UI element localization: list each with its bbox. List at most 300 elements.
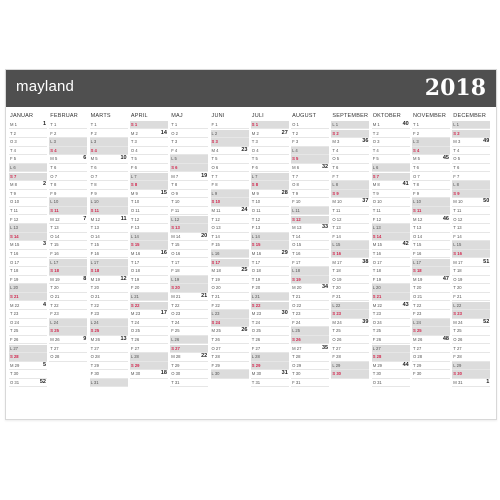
day-label: L 13 <box>372 225 381 231</box>
week-number: 15 <box>160 189 167 196</box>
day-label: O 26 <box>332 337 342 342</box>
day-cell <box>90 250 128 258</box>
day-cell <box>291 130 329 138</box>
day-cell <box>130 198 168 206</box>
day-label: L 17 <box>413 259 421 265</box>
day-label: L 3 <box>413 139 419 145</box>
day-label: T 1 <box>50 122 57 127</box>
day-cell <box>372 155 410 163</box>
day-cell <box>452 233 490 241</box>
day-label: T 27 <box>90 345 99 351</box>
day-cell <box>291 276 329 284</box>
day-cell <box>291 353 329 361</box>
day-cell <box>291 250 329 258</box>
day-label: M 10 <box>453 199 463 205</box>
month-name: SEPTEMBER <box>332 113 369 119</box>
day-cell <box>170 224 208 232</box>
day-label: M 19 <box>50 276 60 282</box>
day-label: T 4 <box>332 147 339 153</box>
day-cell <box>211 155 249 163</box>
week-number: 13 <box>120 336 127 342</box>
day-cell <box>291 207 329 215</box>
day-cell <box>211 181 249 189</box>
day-cell <box>291 155 329 163</box>
day-cell <box>331 370 369 378</box>
day-cell <box>9 241 47 249</box>
day-label: O 6 <box>211 165 219 170</box>
day-cell <box>452 319 490 327</box>
day-cell <box>452 370 490 378</box>
day-cell <box>452 345 490 353</box>
day-label: L 31 <box>90 380 99 385</box>
day-label: L 22 <box>332 302 341 308</box>
day-label: M 23 <box>251 311 262 317</box>
day-label: T 16 <box>372 251 381 256</box>
day-cell <box>452 276 490 284</box>
day-cell <box>251 147 289 155</box>
day-cell <box>90 345 128 353</box>
day-cell <box>412 207 450 215</box>
day-cell <box>90 155 128 163</box>
day-cell <box>331 198 369 206</box>
day-label: L 1 <box>332 122 339 127</box>
day-label: S 8 <box>251 182 259 188</box>
day-label: F 22 <box>211 302 220 308</box>
day-cell <box>130 207 168 215</box>
day-label: F 1 <box>211 122 218 127</box>
day-cell <box>170 370 208 378</box>
day-label: O 10 <box>10 199 20 205</box>
day-label: O 13 <box>211 225 221 231</box>
day-cell <box>170 164 208 172</box>
day-cell <box>90 121 128 129</box>
day-label: S 21 <box>372 294 382 299</box>
day-cell <box>49 224 87 232</box>
day-cell <box>90 276 128 284</box>
day-label: F 17 <box>292 259 301 265</box>
day-label: T 1 <box>90 122 97 127</box>
day-cell <box>49 241 87 249</box>
day-label: O 9 <box>171 190 178 196</box>
day-cell <box>251 233 289 241</box>
day-label: L 7 <box>130 173 137 179</box>
day-label: O 18 <box>130 268 140 274</box>
day-label: F 23 <box>50 311 59 317</box>
day-label: F 7 <box>332 173 339 179</box>
day-label: M 26 <box>413 337 423 342</box>
week-number: 4 <box>42 301 46 308</box>
day-cell <box>211 327 249 335</box>
day-cell <box>170 241 208 249</box>
day-cell <box>412 147 450 155</box>
day-cell <box>170 336 208 344</box>
day-label: L 28 <box>130 354 139 360</box>
day-cell <box>251 370 289 378</box>
day-label: M 12 <box>90 216 100 222</box>
day-label: O 24 <box>372 319 382 325</box>
week-number: 26 <box>241 327 248 334</box>
day-label: S 24 <box>211 319 221 325</box>
day-cell <box>170 173 208 181</box>
day-cell <box>9 370 47 378</box>
day-cell <box>331 362 369 370</box>
day-cell <box>372 370 410 378</box>
day-cell <box>130 190 168 198</box>
day-cell <box>49 138 87 146</box>
day-cell <box>211 121 249 129</box>
day-label: M 17 <box>453 259 463 265</box>
day-label: T 29 <box>90 362 99 368</box>
day-label: T 1 <box>171 122 178 127</box>
day-cell <box>251 130 289 138</box>
day-label: O 21 <box>413 294 423 299</box>
week-number: 28 <box>281 189 288 196</box>
day-label: O 17 <box>10 259 20 265</box>
day-cell <box>452 164 490 172</box>
day-cell <box>331 173 369 181</box>
day-cell <box>372 198 410 206</box>
day-label: T 8 <box>413 182 419 188</box>
day-label: L 5 <box>171 156 177 162</box>
day-label: M 19 <box>90 276 100 282</box>
day-label: F 16 <box>90 251 99 256</box>
day-cell <box>90 353 128 361</box>
month-name: NOVEMBER <box>413 113 447 119</box>
day-cell <box>251 241 289 249</box>
day-cell <box>90 241 128 249</box>
month-column-oktober <box>372 113 412 415</box>
day-label: T 27 <box>332 345 341 351</box>
day-label: S 23 <box>332 311 342 317</box>
day-cell <box>130 345 168 353</box>
day-cell <box>291 336 329 344</box>
day-label: S 25 <box>90 328 100 334</box>
day-cell <box>211 147 249 155</box>
day-cell <box>9 379 47 387</box>
day-cell <box>170 147 208 155</box>
day-cell <box>251 362 289 370</box>
day-label: O 28 <box>50 354 60 360</box>
day-label: S 28 <box>372 354 382 360</box>
day-label: O 7 <box>90 173 98 179</box>
day-label: T 23 <box>372 311 381 317</box>
day-label: S 16 <box>332 251 342 256</box>
day-label: T 22 <box>413 302 422 308</box>
day-label: T 13 <box>413 225 422 231</box>
day-label: T 18 <box>453 268 462 274</box>
day-cell <box>331 130 369 138</box>
day-cell <box>452 362 490 370</box>
day-label: F 31 <box>292 380 301 385</box>
day-label: T 6 <box>332 165 339 170</box>
day-label: T 17 <box>251 259 261 265</box>
day-cell <box>9 181 47 189</box>
day-cell <box>170 302 208 310</box>
day-cell <box>251 310 289 318</box>
day-label: M 21 <box>171 294 181 299</box>
day-cell <box>49 345 87 353</box>
day-cell <box>331 155 369 163</box>
day-label: M 19 <box>413 276 423 282</box>
day-label: F 23 <box>90 311 99 317</box>
day-cell <box>170 121 208 129</box>
day-cell <box>331 345 369 353</box>
day-cell <box>90 293 128 301</box>
week-number: 38 <box>362 258 369 265</box>
day-cell <box>372 121 410 129</box>
day-cell <box>170 233 208 241</box>
day-label: S 1 <box>130 122 138 127</box>
day-cell <box>291 293 329 301</box>
day-label: T 30 <box>292 371 301 377</box>
month-column-marts <box>90 113 130 415</box>
day-cell <box>372 302 410 310</box>
day-label: S 15 <box>130 242 140 248</box>
day-cell <box>452 121 490 129</box>
day-cell <box>452 302 490 310</box>
day-cell <box>291 173 329 181</box>
day-label: F 8 <box>211 182 218 188</box>
day-cell <box>211 362 249 370</box>
day-label: T 6 <box>413 165 419 170</box>
week-number: 31 <box>281 370 288 377</box>
day-label: O 24 <box>10 319 20 325</box>
day-label: T 19 <box>211 276 220 282</box>
day-label: O 28 <box>413 354 423 360</box>
day-cell <box>49 259 87 267</box>
day-label: F 16 <box>413 251 422 256</box>
day-cell <box>291 362 329 370</box>
day-label: F 9 <box>413 190 420 196</box>
week-number: 22 <box>201 353 208 360</box>
day-cell <box>90 198 128 206</box>
day-label: T 21 <box>292 294 301 299</box>
day-label: S 29 <box>130 362 140 368</box>
day-label: S 25 <box>50 328 59 334</box>
day-label: O 14 <box>413 233 423 239</box>
day-label: T 2 <box>292 130 299 136</box>
day-cell <box>90 181 128 189</box>
day-cell <box>211 370 249 378</box>
day-cell <box>412 250 450 258</box>
day-label: O 28 <box>90 354 100 360</box>
day-cell <box>452 207 490 215</box>
day-label: T 6 <box>453 165 460 170</box>
day-label: F 7 <box>453 173 460 179</box>
day-cell <box>372 327 410 335</box>
day-label: T 27 <box>50 345 59 351</box>
week-number: 52 <box>483 318 490 325</box>
day-label: S 21 <box>10 294 19 299</box>
month-column-december <box>452 113 492 415</box>
day-label: M 23 <box>130 311 141 317</box>
day-cell <box>90 302 128 310</box>
day-cell <box>211 190 249 198</box>
day-cell <box>452 327 490 335</box>
day-cell <box>170 181 208 189</box>
week-number: 18 <box>160 370 167 377</box>
day-label: T 3 <box>130 139 137 145</box>
day-label: S 6 <box>171 165 178 170</box>
day-label: L 17 <box>90 259 99 265</box>
week-number: 3 <box>42 241 46 248</box>
day-label: O 20 <box>211 285 221 291</box>
day-cell <box>291 198 329 206</box>
day-cell <box>9 130 47 138</box>
day-cell <box>452 310 490 318</box>
day-cell <box>90 216 128 224</box>
day-cell <box>452 250 490 258</box>
day-cell <box>170 216 208 224</box>
day-cell <box>90 147 128 155</box>
day-label: S 1 <box>251 122 259 127</box>
day-cell <box>170 267 208 275</box>
day-label: O 7 <box>50 173 58 179</box>
week-number: 45 <box>442 155 449 162</box>
day-cell <box>170 138 208 146</box>
day-cell <box>372 379 410 387</box>
day-cell <box>130 336 168 344</box>
day-cell <box>130 224 168 232</box>
calendar-year: 2018 <box>424 75 486 101</box>
day-label: M 26 <box>50 337 60 342</box>
day-label: M 15 <box>372 242 382 248</box>
day-cell <box>211 319 249 327</box>
day-label: L 18 <box>292 268 301 274</box>
week-number: 43 <box>402 301 409 308</box>
day-cell <box>130 130 168 138</box>
day-cell <box>372 224 410 232</box>
day-label: F 9 <box>50 190 57 196</box>
week-number: 17 <box>160 310 167 317</box>
day-cell <box>170 293 208 301</box>
day-cell <box>291 241 329 249</box>
day-cell <box>452 293 490 301</box>
day-label: T 18 <box>332 268 341 274</box>
day-cell <box>291 147 329 155</box>
day-cell <box>130 259 168 267</box>
week-number: 25 <box>241 267 248 274</box>
day-label: F 21 <box>453 294 462 299</box>
day-label: F 16 <box>50 251 59 256</box>
day-label: F 30 <box>413 371 422 377</box>
day-cell <box>251 207 289 215</box>
day-label: T 24 <box>251 319 261 325</box>
day-label: T 18 <box>10 268 19 274</box>
day-cell <box>412 164 450 172</box>
day-cell <box>291 370 329 378</box>
day-label: F 21 <box>332 294 341 299</box>
day-cell <box>90 233 128 241</box>
day-cell <box>90 327 128 335</box>
day-label: S 13 <box>171 225 180 231</box>
day-cell <box>412 353 450 361</box>
day-cell <box>412 190 450 198</box>
day-cell <box>130 302 168 310</box>
day-cell <box>452 216 490 224</box>
day-cell <box>412 327 450 335</box>
day-label: T 14 <box>211 233 220 239</box>
day-label: T 4 <box>453 147 460 153</box>
day-label: T 1 <box>413 122 419 127</box>
day-label: T 14 <box>292 233 301 239</box>
week-number: 24 <box>241 207 248 213</box>
day-label: T 11 <box>453 208 462 213</box>
day-label: O 16 <box>171 251 181 256</box>
day-cell <box>251 121 289 129</box>
day-label: T 3 <box>171 139 178 145</box>
day-label: L 11 <box>292 208 300 213</box>
day-label: M 31 <box>453 380 463 385</box>
day-label: F 13 <box>251 225 261 231</box>
day-label: F 3 <box>292 139 299 145</box>
day-label: T 22 <box>171 302 180 308</box>
day-cell <box>211 130 249 138</box>
day-label: M 27 <box>292 345 302 351</box>
day-cell <box>291 302 329 310</box>
day-label: M 5 <box>90 156 98 162</box>
day-label: O 10 <box>372 199 382 205</box>
day-cell <box>251 190 289 198</box>
day-cell <box>372 241 410 249</box>
day-label: M 2 <box>251 130 259 136</box>
day-cell <box>90 173 128 181</box>
day-label: T 8 <box>50 182 57 188</box>
day-cell <box>412 241 450 249</box>
day-label: T 22 <box>90 302 99 308</box>
day-label: F 27 <box>251 345 261 351</box>
day-label: S 4 <box>50 147 57 153</box>
day-label: L 8 <box>453 182 459 188</box>
day-label: M 2 <box>130 130 138 136</box>
day-cell <box>90 267 128 275</box>
day-label: S 8 <box>130 182 138 188</box>
day-cell <box>452 181 490 189</box>
day-cell <box>130 138 168 146</box>
day-label: T 21 <box>211 294 220 299</box>
week-number: 30 <box>281 310 288 317</box>
day-cell <box>251 276 289 284</box>
day-cell <box>372 216 410 224</box>
day-cell <box>170 130 208 138</box>
day-label: O 11 <box>251 208 261 213</box>
day-label: T 29 <box>413 362 422 368</box>
day-cell <box>452 224 490 232</box>
day-label: L 10 <box>50 199 59 205</box>
day-label: M 7 <box>171 173 179 179</box>
day-label: O 22 <box>292 302 302 308</box>
day-cell <box>331 138 369 146</box>
week-number: 14 <box>160 129 167 136</box>
day-label: S 14 <box>10 233 19 239</box>
day-label: S 5 <box>292 156 299 162</box>
day-cell <box>331 207 369 215</box>
day-cell <box>331 121 369 129</box>
day-label: L 22 <box>453 302 462 308</box>
week-number: 46 <box>442 215 449 222</box>
day-cell <box>331 353 369 361</box>
day-cell <box>331 336 369 344</box>
day-label: T 11 <box>10 208 18 213</box>
day-cell <box>211 284 249 292</box>
month-name: JUNI <box>211 113 225 119</box>
day-label: S 19 <box>292 276 301 282</box>
day-cell <box>331 310 369 318</box>
day-label: T 12 <box>130 216 140 222</box>
day-cell <box>211 267 249 275</box>
day-label: T 26 <box>251 337 261 342</box>
day-label: F 6 <box>130 165 137 170</box>
